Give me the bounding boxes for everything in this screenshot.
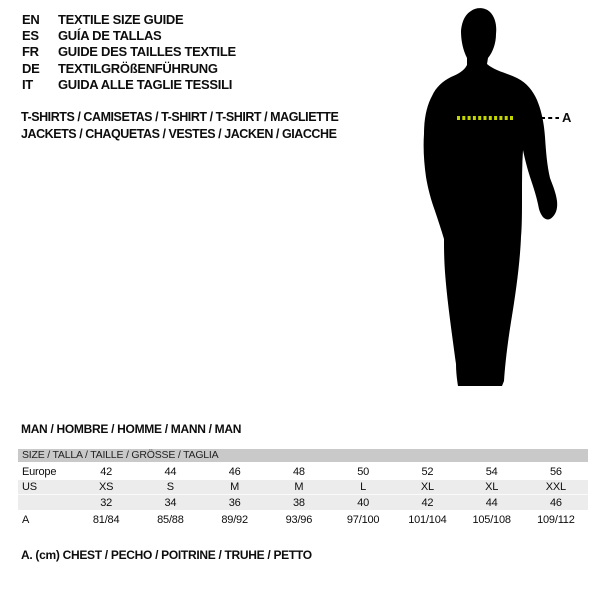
size-cell: 93/96 [285, 513, 313, 526]
size-cell: XXL [545, 481, 566, 493]
section-title-man: MAN / HOMBRE / HOMME / MANN / MAN [21, 422, 242, 436]
size-cell: 34 [164, 496, 177, 509]
size-cell: 101/104 [408, 513, 447, 526]
size-cell: 81/84 [92, 513, 120, 526]
size-cell: 97/100 [346, 513, 380, 526]
language-code: DE [22, 60, 40, 76]
size-cell: 46 [549, 496, 562, 509]
language-code: ES [22, 28, 39, 44]
size-cell: 56 [549, 465, 562, 478]
table-row-europe [18, 463, 588, 480]
size-table-header: SIZE / TALLA / TAILLE / GRÖSSE / TAGLIA [18, 449, 588, 462]
row-label: Europe [22, 465, 57, 478]
size-cell: 48 [292, 465, 305, 478]
language-label: GUIDE DES TAILLES TEXTILE [58, 44, 236, 60]
table-row-numeric [18, 495, 588, 510]
size-cell: XS [98, 481, 114, 493]
size-cell: 89/92 [221, 513, 248, 526]
table-row-us [18, 480, 588, 495]
size-cell: 50 [357, 465, 370, 478]
size-cell: 42 [100, 465, 113, 478]
size-cell: 109/112 [537, 513, 575, 526]
language-label: GUÍA DE TALLAS [58, 28, 162, 44]
language-code: EN [22, 11, 40, 27]
man-silhouette [424, 8, 558, 386]
row-label: US [22, 481, 37, 493]
language-code: IT [22, 77, 33, 93]
size-cell: L [360, 481, 367, 493]
row-label: A [22, 513, 30, 526]
size-cell: 44 [164, 465, 177, 478]
size-cell: 32 [100, 496, 113, 509]
size-cell: 85/88 [157, 513, 184, 526]
table-row-chest-cm [18, 510, 588, 529]
language-row-en [22, 11, 236, 27]
language-row-es [22, 27, 236, 43]
language-label: TEXTILE SIZE GUIDE [58, 11, 184, 27]
language-row-it [22, 77, 236, 93]
product-line-jackets: JACKETS / CHAQUETAS / VESTES / JACKEN / GIACCHE [21, 127, 337, 141]
size-cell: M [294, 481, 304, 493]
size-cell: XL [485, 481, 499, 493]
size-table [18, 449, 588, 529]
size-cell: 46 [228, 465, 241, 478]
size-cell: M [230, 481, 240, 493]
product-line-tshirts: T-SHIRTS / CAMISETAS / T-SHIRT / T-SHIRT / MAGLIETTE [21, 110, 339, 124]
language-list [22, 11, 236, 93]
language-label: GUIDA ALLE TAGLIE TESSILI [58, 77, 233, 93]
size-cell: 36 [228, 496, 241, 509]
size-cell: 42 [421, 496, 434, 509]
size-cell: 40 [357, 496, 370, 509]
size-cell: 44 [485, 496, 498, 509]
size-cell: 54 [485, 465, 498, 478]
measurement-footnote: A. (cm) CHEST / PECHO / POITRINE / TRUHE / PETTO [21, 548, 312, 562]
size-cell: XL [420, 481, 434, 493]
product-types [21, 109, 338, 143]
size-cell: S [166, 481, 174, 493]
language-label: TEXTILGRÖßENFÜHRUNG [58, 60, 218, 76]
size-cell: 52 [421, 465, 434, 478]
man-silhouette-figure [400, 0, 600, 400]
size-cell: 38 [292, 496, 305, 509]
language-row-de [22, 60, 236, 76]
language-row-fr [22, 44, 236, 60]
measurement-label-a: A [562, 110, 572, 125]
language-code: FR [22, 44, 39, 60]
size-cell: 105/108 [472, 513, 511, 526]
